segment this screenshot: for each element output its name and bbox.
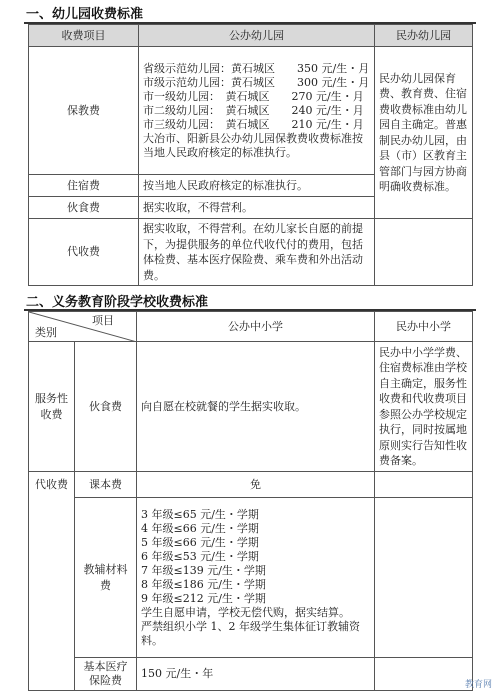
fee-line: 省级示范幼儿园：黄石城区 350 元/生・月 [143, 61, 370, 75]
materials-fee-detail [137, 498, 375, 658]
agency-fee-label: 代收费 [29, 219, 139, 286]
section1-title: 一、幼儿园收费标准 [26, 7, 144, 22]
fee-line: 市三级幼儿园： 黄石城区 210 元/生・月 [143, 117, 364, 131]
materials-line: 6 年级≤53 元/生・学期 [141, 549, 259, 563]
header-private-kindergarten: 民办幼儿园 [375, 25, 473, 47]
materials-line: 3 年级≤65 元/生・学期 [141, 507, 259, 521]
textbook-private-empty [375, 472, 473, 498]
fee-line: 市二级幼儿园： 黄石城区 240 元/生・月 [143, 103, 364, 117]
materials-line: 9 年级≤212 元/生・学期 [141, 591, 266, 605]
watermark-logo: 教育网 [464, 680, 492, 690]
childcare-fee-detail [139, 47, 375, 175]
service-meal-label: 伙食费 [75, 342, 137, 472]
childcare-fee-label: 保教费 [29, 47, 139, 175]
fee-line: 市级示范幼儿园：黄石城区 300 元/生・月 [143, 75, 370, 89]
materials-line: 严禁组织小学 1、2 年级学生集体征订教辅资料。 [141, 619, 360, 647]
service-meal-public: 向自愿在校就餐的学生据实收取。 [137, 342, 375, 472]
kindergarten-fee-table [28, 24, 473, 286]
materials-private-empty [375, 498, 473, 658]
materials-line: 4 年级≤66 元/生・学期 [141, 521, 259, 535]
private-school-note: 民办中小学学费、住宿费标准由学校自主确定，服务性收费和代收费项目参照公办学校规定执行，同时按属地原则实行告知性收费备案。 [375, 342, 473, 472]
header-fee-item: 收费项目 [29, 25, 139, 47]
service-fee-category: 服务性收费 [29, 342, 75, 472]
insurance-private-empty [375, 658, 473, 691]
private-kindergarten-note: 民办幼儿园保育费、教育费、住宿费收费标准由幼儿园自主确定。普惠制民办幼儿园，由县（市）区教育主管部门与园方协商明确收费标准。 [375, 47, 473, 219]
header-item: 项目 [92, 314, 114, 327]
agency-fee-category: 代收费 [29, 472, 75, 691]
textbook-fee-label: 课本费 [75, 472, 137, 498]
materials-line: 8 年级≤186 元/生・学期 [141, 577, 266, 591]
accommodation-label: 住宿费 [29, 175, 139, 197]
header-category: 类别 [35, 325, 57, 339]
agency-fee-text: 据实收取，不得营利。在幼儿家长自愿的前提下，为提供服务的单位代收代付的费用，包括体检费、基本医疗保险费、乘车费和外出活动费。 [139, 219, 375, 286]
diagonal-header-cell [29, 312, 137, 342]
materials-line: 5 年级≤66 元/生・学期 [141, 535, 259, 549]
fee-line: 大冶市、阳新县公办幼儿园保教费收费标准按当地人民政府核定的标准执行。 [143, 131, 363, 159]
accommodation-text: 按当地人民政府核定的标准执行。 [139, 175, 375, 197]
meal-fee-label: 伙食费 [29, 197, 139, 219]
materials-fee-label: 教辅材料费 [75, 498, 137, 658]
materials-line: 学生自愿申请，学校无偿代购，据实结算。 [141, 605, 350, 619]
fee-line: 市一级幼儿园： 黄石城区 270 元/生・月 [143, 89, 364, 103]
meal-fee-text: 据实收取，不得营利。 [139, 197, 375, 219]
materials-line: 7 年级≤139 元/生・学期 [141, 563, 266, 577]
insurance-fee-public: 150 元/生・年 [137, 658, 375, 691]
header-private-school: 民办中小学 [375, 312, 473, 342]
textbook-fee-public: 免 [137, 472, 375, 498]
header-public-kindergarten: 公办幼儿园 [139, 25, 375, 47]
header-public-school: 公办中小学 [137, 312, 375, 342]
insurance-fee-label: 基本医疗保险费 [75, 658, 137, 691]
section2-title: 二、义务教育阶段学校收费标准 [26, 295, 209, 310]
compulsory-education-fee-table [28, 311, 473, 691]
agency-private-empty [375, 219, 473, 286]
